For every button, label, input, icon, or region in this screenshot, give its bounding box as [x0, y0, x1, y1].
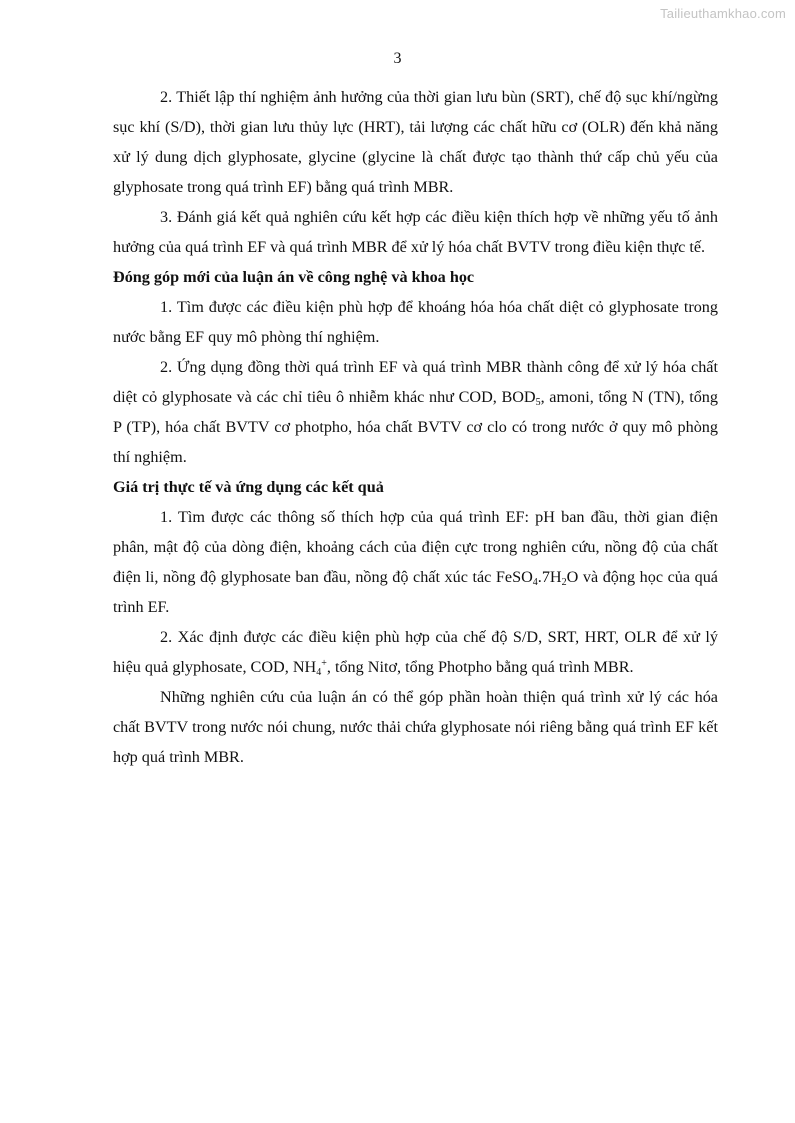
paragraph-conclusion: Những nghiên cứu của luận án có thể góp phần hoàn thiện quá trình xử lý các hóa chất BVTV trong nước nói chung, nước thải chứa glyphosate nói riêng bằng quá trình EF kết hợp quá trình MBR. [113, 688, 718, 766]
superscript: + [321, 658, 327, 669]
text-run: , tổng Nitơ, tổng Photpho bằng quá trình MBR. [326, 658, 634, 676]
section-heading-contributions: Đóng góp mới của luận án về công nghệ và khoa học [113, 268, 475, 286]
section-heading-practical-value: Giá trị thực tế và ứng dụng các kết quả [113, 478, 384, 496]
page-number: 3 [393, 50, 402, 67]
text-run: O và động học của quá trình EF. [113, 568, 718, 616]
subscript: 2 [561, 577, 567, 588]
paragraph-value-2 [113, 622, 718, 682]
subscript: 5 [535, 397, 541, 408]
paragraph-objective-3: 3. Đánh giá kết quả nghiên cứu kết hợp các điều kiện thích hợp về những yếu tố ảnh hưởng của quá trình EF và quá trình MBR để xử lý hóa chất BVTV trong điều kiện thực tế. [113, 208, 718, 256]
paragraph-contribution-1: 1. Tìm được các điều kiện phù hợp để khoáng hóa hóa chất diệt cỏ glyphosate trong nước bằng EF quy mô phòng thí nghiệm. [113, 298, 718, 346]
text-run: 2. Xác định được các điều kiện phù hợp của chế độ S/D, SRT, HRT, OLR để xử lý hiệu quả glyphosate, COD, NH [113, 628, 718, 676]
text-run: , amoni, tổng N (TN), tổng P (TP), hóa chất BVTV cơ photpho, hóa chất BVTV cơ clo có trong nước ở quy mô phòng thí nghiệm. [113, 388, 718, 466]
paragraph-objective-2: 2. Thiết lập thí nghiệm ảnh hưởng của thời gian lưu bùn (SRT), chế độ sục khí/ngừng sục khí (S/D), thời gian lưu thủy lực (HRT), tải lượng các chất hữu cơ (OLR) đến khả năng xử lý dung dịch glyphosate, glycine (glycine là chất được tạo thành thứ cấp chủ yếu của glyphosate trong quá trình EF) bằng quá trình MBR. [113, 88, 718, 196]
document-body [113, 82, 718, 772]
text-run: .7H [537, 568, 562, 586]
paragraph-value-1 [113, 502, 718, 622]
subscript: 4 [316, 667, 322, 678]
text-run: 1. Tìm được các thông số thích hợp của quá trình EF: pH ban đầu, thời gian điện phân, mật độ của dòng điện, khoảng cách của điện cực trong nghiên cứu, nồng độ của chất điện li, nồng độ glyphosate ban đầu, nồng độ chất xúc tác FeSO [113, 508, 718, 586]
watermark: Tailieuthamkhao.com [660, 6, 786, 21]
paragraph-contribution-2 [113, 352, 718, 472]
subscript: 4 [532, 577, 538, 588]
text-run: 2. Ứng dụng đồng thời quá trình EF và quá trình MBR thành công để xử lý hóa chất diệt cỏ glyphosate và các chỉ tiêu ô nhiễm khác như COD, BOD [113, 358, 718, 406]
